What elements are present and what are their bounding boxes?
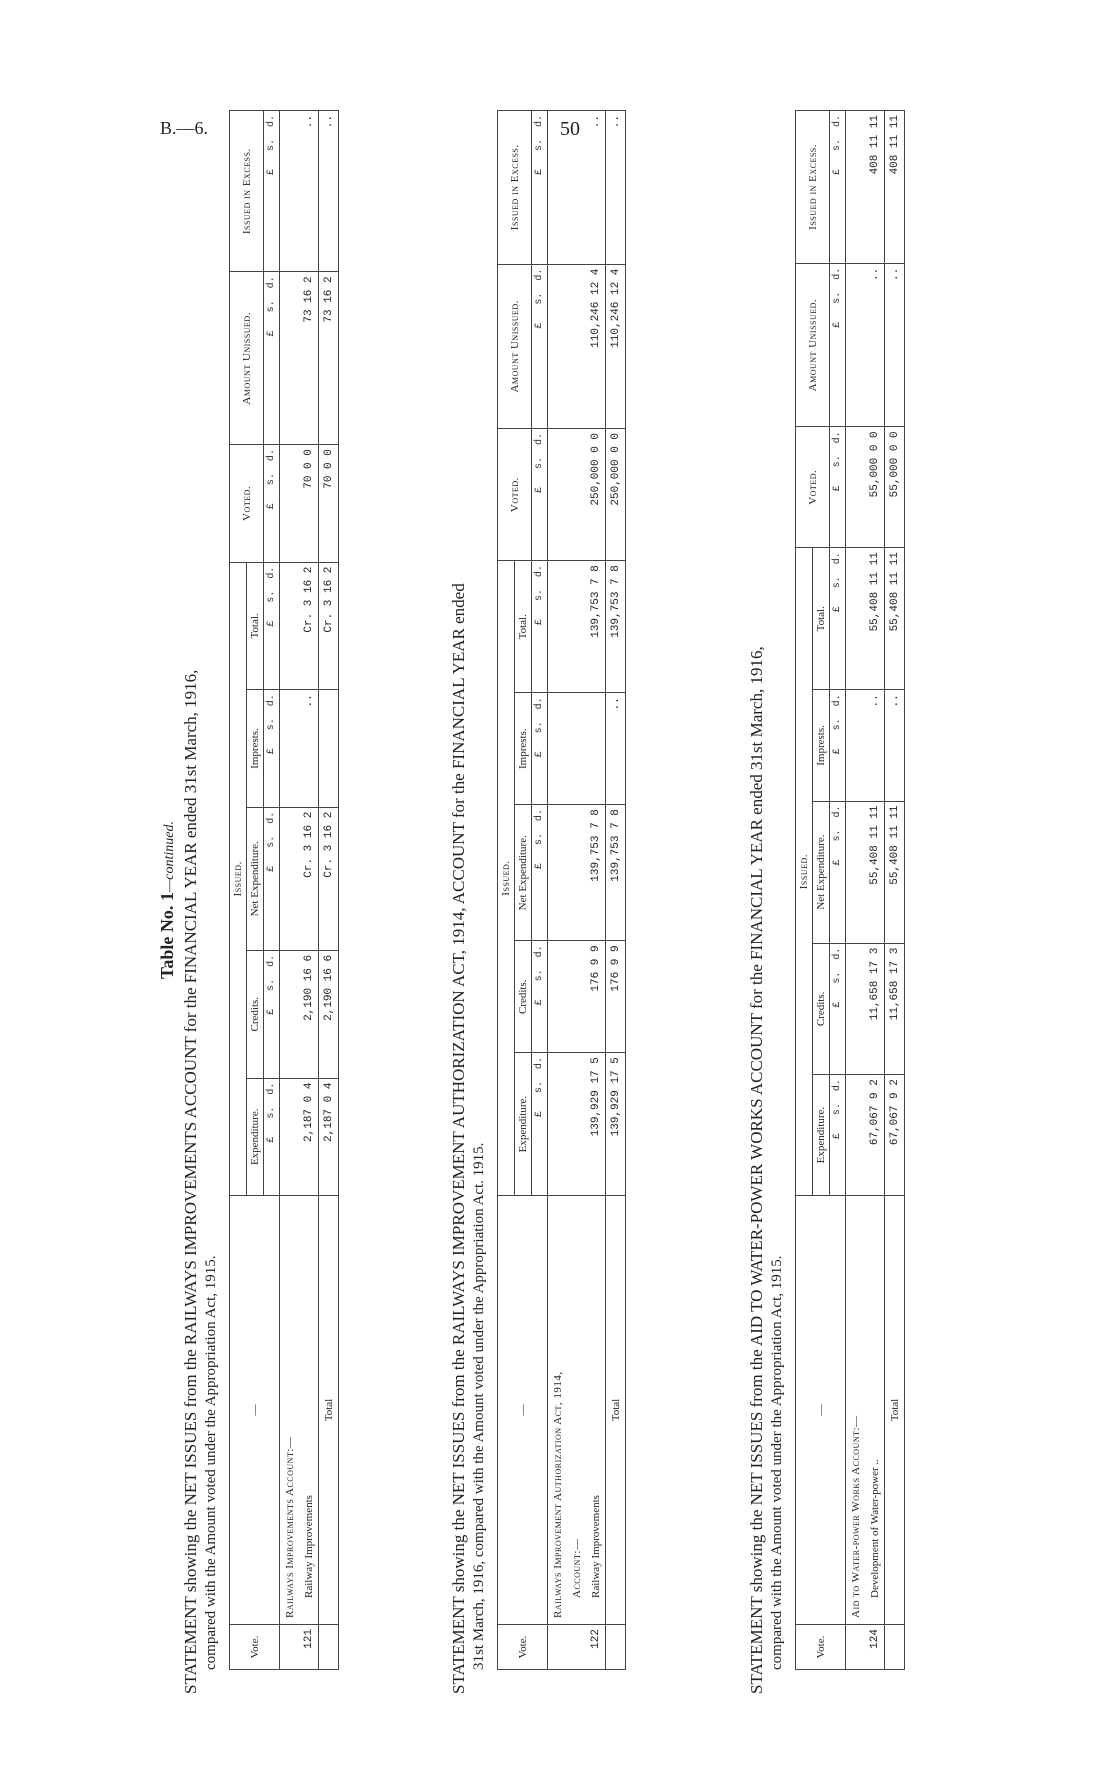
- unit-label: £ s. d.: [532, 264, 548, 428]
- total-row: [319, 111, 339, 1670]
- cell-net-expenditure: 139,753 7 8: [586, 805, 606, 941]
- unit-label: £ s. d.: [830, 111, 846, 264]
- cell-net-expenditure: 55,408 11 11: [865, 801, 885, 943]
- unit-label: £ s. d.: [532, 805, 548, 941]
- table-row: [865, 111, 885, 1670]
- unit-label: £ s. d.: [532, 428, 548, 560]
- unit-label: £ s. d.: [830, 427, 846, 548]
- col-description: —: [796, 1196, 846, 1625]
- unit-label: £ s. d.: [532, 111, 548, 265]
- col-imprests: Imprests.: [813, 690, 830, 801]
- total-label: Total: [885, 1196, 905, 1625]
- total-credits: 11,658 17 3: [885, 943, 905, 1075]
- total-net-expenditure: 139,753 7 8: [606, 805, 626, 941]
- col-issued: Issued.: [498, 561, 515, 1196]
- report-reference: B.—6.: [160, 118, 209, 138]
- col-vote: Vote.: [230, 1625, 280, 1670]
- account-name-continued: Account:—: [567, 1196, 586, 1625]
- total-total: 139,753 7 8: [606, 561, 626, 693]
- total-row: [606, 111, 626, 1670]
- table-row: [846, 111, 866, 1670]
- col-net-expenditure: Net Expenditure.: [247, 807, 264, 950]
- unit-label: £ s. d.: [264, 562, 280, 690]
- col-expenditure: Expenditure.: [247, 1078, 264, 1195]
- col-vote: Vote.: [796, 1625, 846, 1670]
- col-issued-in-excess: Issued in Excess.: [230, 111, 264, 272]
- caption-line-2: 31st March, 1916, compared with the Amount voted under the Appropriation Act. 1915.: [471, 1142, 487, 1670]
- vote-number: 124: [865, 1625, 885, 1670]
- total-label: Total: [606, 1196, 626, 1625]
- table-title-label: Table No. 1: [157, 892, 177, 980]
- col-issued-in-excess: Issued in Excess.: [498, 111, 532, 265]
- col-credits: Credits.: [247, 950, 264, 1078]
- col-total: Total.: [515, 561, 532, 693]
- total-issued-in-excess: ..: [606, 111, 626, 265]
- statement-caption: [449, 100, 489, 1700]
- unit-label: £ s. d.: [264, 445, 280, 562]
- col-voted: Voted.: [230, 445, 264, 562]
- cell-amount-unissued: 110,246 12 4: [586, 264, 606, 428]
- total-issued-in-excess: ..: [319, 111, 339, 272]
- col-expenditure: Expenditure.: [515, 1053, 532, 1196]
- account-name: Railways Improvements Account:—: [280, 1196, 300, 1625]
- col-credits: Credits.: [813, 943, 830, 1075]
- table-title-suffix: —continued.: [162, 821, 177, 893]
- cell-voted: 70 0 0: [299, 445, 319, 562]
- statement-section: [449, 100, 626, 1700]
- cell-issued-in-excess: ..: [586, 111, 606, 265]
- cell-voted: 55,000 0 0: [865, 427, 885, 548]
- total-credits: 176 9 9: [606, 941, 626, 1053]
- cell-amount-unissued: 73 16 2: [299, 272, 319, 445]
- cell-credits: 11,658 17 3: [865, 943, 885, 1075]
- col-amount-unissued: Amount Unissued.: [498, 264, 532, 428]
- col-description: —: [230, 1196, 280, 1625]
- col-amount-unissued: Amount Unissued.: [230, 272, 264, 445]
- table-row: [586, 111, 606, 1670]
- col-voted: Voted.: [498, 428, 532, 560]
- cell-voted: 250,000 0 0: [586, 428, 606, 560]
- cell-credits: 2,190 16 6: [299, 950, 319, 1078]
- col-credits: Credits.: [515, 941, 532, 1053]
- unit-label: £ s. d.: [264, 111, 280, 272]
- col-imprests: Imprests.: [247, 690, 264, 807]
- col-issued-in-excess: Issued in Excess.: [796, 111, 830, 264]
- item-description: Railway Improvements: [299, 1196, 319, 1625]
- total-total: Cr. 3 16 2: [319, 562, 339, 690]
- unit-label: £ s. d.: [532, 941, 548, 1053]
- unit-label: £ s. d.: [830, 1075, 846, 1196]
- statement-section: [181, 100, 339, 1700]
- col-total: Total.: [247, 562, 264, 690]
- total-amount-unissued: 110,246 12 4: [606, 264, 626, 428]
- total-net-expenditure: 55,408 11 11: [885, 801, 905, 943]
- unit-label: £ s. d.: [264, 807, 280, 950]
- col-expenditure: Expenditure.: [813, 1075, 830, 1196]
- total-voted: 70 0 0: [319, 445, 339, 562]
- unit-label: £ s. d.: [264, 690, 280, 807]
- statement-table: [497, 110, 626, 1670]
- cell-total: 55,408 11 11: [865, 548, 885, 690]
- statement-table: [229, 110, 339, 1670]
- total-voted: 55,000 0 0: [885, 427, 905, 548]
- col-net-expenditure: Net Expenditure.: [515, 805, 532, 941]
- cell-expenditure: 67,067 9 2: [865, 1075, 885, 1196]
- statement-caption: [747, 100, 787, 1700]
- col-net-expenditure: Net Expenditure.: [813, 801, 830, 943]
- cell-net-expenditure: Cr. 3 16 2: [299, 807, 319, 950]
- total-imprests: ..: [885, 690, 905, 801]
- col-issued: Issued.: [230, 562, 247, 1195]
- total-imprests: [319, 690, 339, 807]
- unit-label: £ s. d.: [830, 548, 846, 690]
- cell-imprests: [586, 693, 606, 805]
- cell-total: 139,753 7 8: [586, 561, 606, 693]
- total-row: [885, 111, 905, 1670]
- cell-expenditure: 2,187 0 4: [299, 1078, 319, 1195]
- caption-line-1: STATEMENT showing the NET ISSUES from the RAILWAYS IMPROVEMENT AUTHORIZATION ACT, 1914, ACCOUNT for the FINANCIAL YEAR ended: [449, 583, 468, 1694]
- total-amount-unissued: 73 16 2: [319, 272, 339, 445]
- total-net-expenditure: Cr. 3 16 2: [319, 807, 339, 950]
- col-imprests: Imprests.: [515, 693, 532, 805]
- unit-label: £ s. d.: [264, 272, 280, 445]
- unit-label: £ s. d.: [532, 693, 548, 805]
- account-name: Railways Improvement Authorization Act, 1914,: [548, 1196, 568, 1625]
- statement-section: [747, 100, 905, 1700]
- total-credits: 2,190 16 6: [319, 950, 339, 1078]
- table-row: [567, 111, 586, 1670]
- unit-label: £ s. d.: [830, 263, 846, 427]
- unit-label: £ s. d.: [830, 801, 846, 943]
- account-name: Aid to Water-power Works Account:—: [846, 1196, 866, 1625]
- col-description: —: [498, 1196, 548, 1625]
- caption-line-1: STATEMENT showing the NET ISSUES from the AID TO WATER-POWER WORKS ACCOUNT for the FINANCIAL YEAR ended 31st March, 1916,: [747, 646, 766, 1694]
- page-number: 50: [560, 118, 580, 140]
- col-voted: Voted.: [796, 427, 830, 548]
- cell-credits: 176 9 9: [586, 941, 606, 1053]
- total-voted: 250,000 0 0: [606, 428, 626, 560]
- cell-issued-in-excess: ..: [299, 111, 319, 272]
- total-total: 55,408 11 11: [885, 548, 905, 690]
- statement-caption: [181, 100, 221, 1700]
- total-amount-unissued: ..: [885, 263, 905, 427]
- col-vote: Vote.: [498, 1625, 548, 1670]
- rotated-page-content: [157, 100, 1057, 1700]
- total-expenditure: 139,929 17 5: [606, 1053, 626, 1196]
- unit-label: £ s. d.: [830, 690, 846, 801]
- caption-line-1: STATEMENT showing the NET ISSUES from the RAILWAYS IMPROVEMENTS ACCOUNT for the FINANCIAL YEAR ended 31st March, 1916,: [181, 669, 200, 1694]
- caption-line-2: compared with the Amount voted under the Appropriation Act, 1915.: [769, 1255, 785, 1670]
- item-description: Railway Improvements: [586, 1196, 606, 1625]
- unit-label: £ s. d.: [532, 561, 548, 693]
- unit-label: £ s. d.: [532, 1053, 548, 1196]
- cell-amount-unissued: ..: [865, 263, 885, 427]
- table-row: [280, 111, 300, 1670]
- caption-line-2: compared with the Amount voted under the Appropriation Act, 1915.: [203, 1255, 219, 1670]
- unit-label: £ s. d.: [830, 943, 846, 1075]
- unit-label: £ s. d.: [264, 950, 280, 1078]
- cell-expenditure: 139,929 17 5: [586, 1053, 606, 1196]
- col-total: Total.: [813, 548, 830, 690]
- total-label: Total: [319, 1196, 339, 1625]
- table-row: [548, 111, 568, 1670]
- col-issued: Issued.: [796, 548, 813, 1196]
- cell-total: Cr. 3 16 2: [299, 562, 319, 690]
- table-title: [157, 100, 178, 1700]
- total-expenditure: 67,067 9 2: [885, 1075, 905, 1196]
- total-imprests: ..: [606, 693, 626, 805]
- cell-imprests: ..: [299, 690, 319, 807]
- item-description: Development of Water-power ..: [865, 1196, 885, 1625]
- table-row: [299, 111, 319, 1670]
- col-amount-unissued: Amount Unissued.: [796, 263, 830, 427]
- vote-number: 122: [586, 1625, 606, 1670]
- statement-table: [795, 110, 905, 1670]
- cell-imprests: ..: [865, 690, 885, 801]
- total-issued-in-excess: 408 11 11: [885, 111, 905, 264]
- cell-issued-in-excess: 408 11 11: [865, 111, 885, 264]
- vote-number: 121: [299, 1625, 319, 1670]
- total-expenditure: 2,187 0 4: [319, 1078, 339, 1195]
- unit-label: £ s. d.: [264, 1078, 280, 1195]
